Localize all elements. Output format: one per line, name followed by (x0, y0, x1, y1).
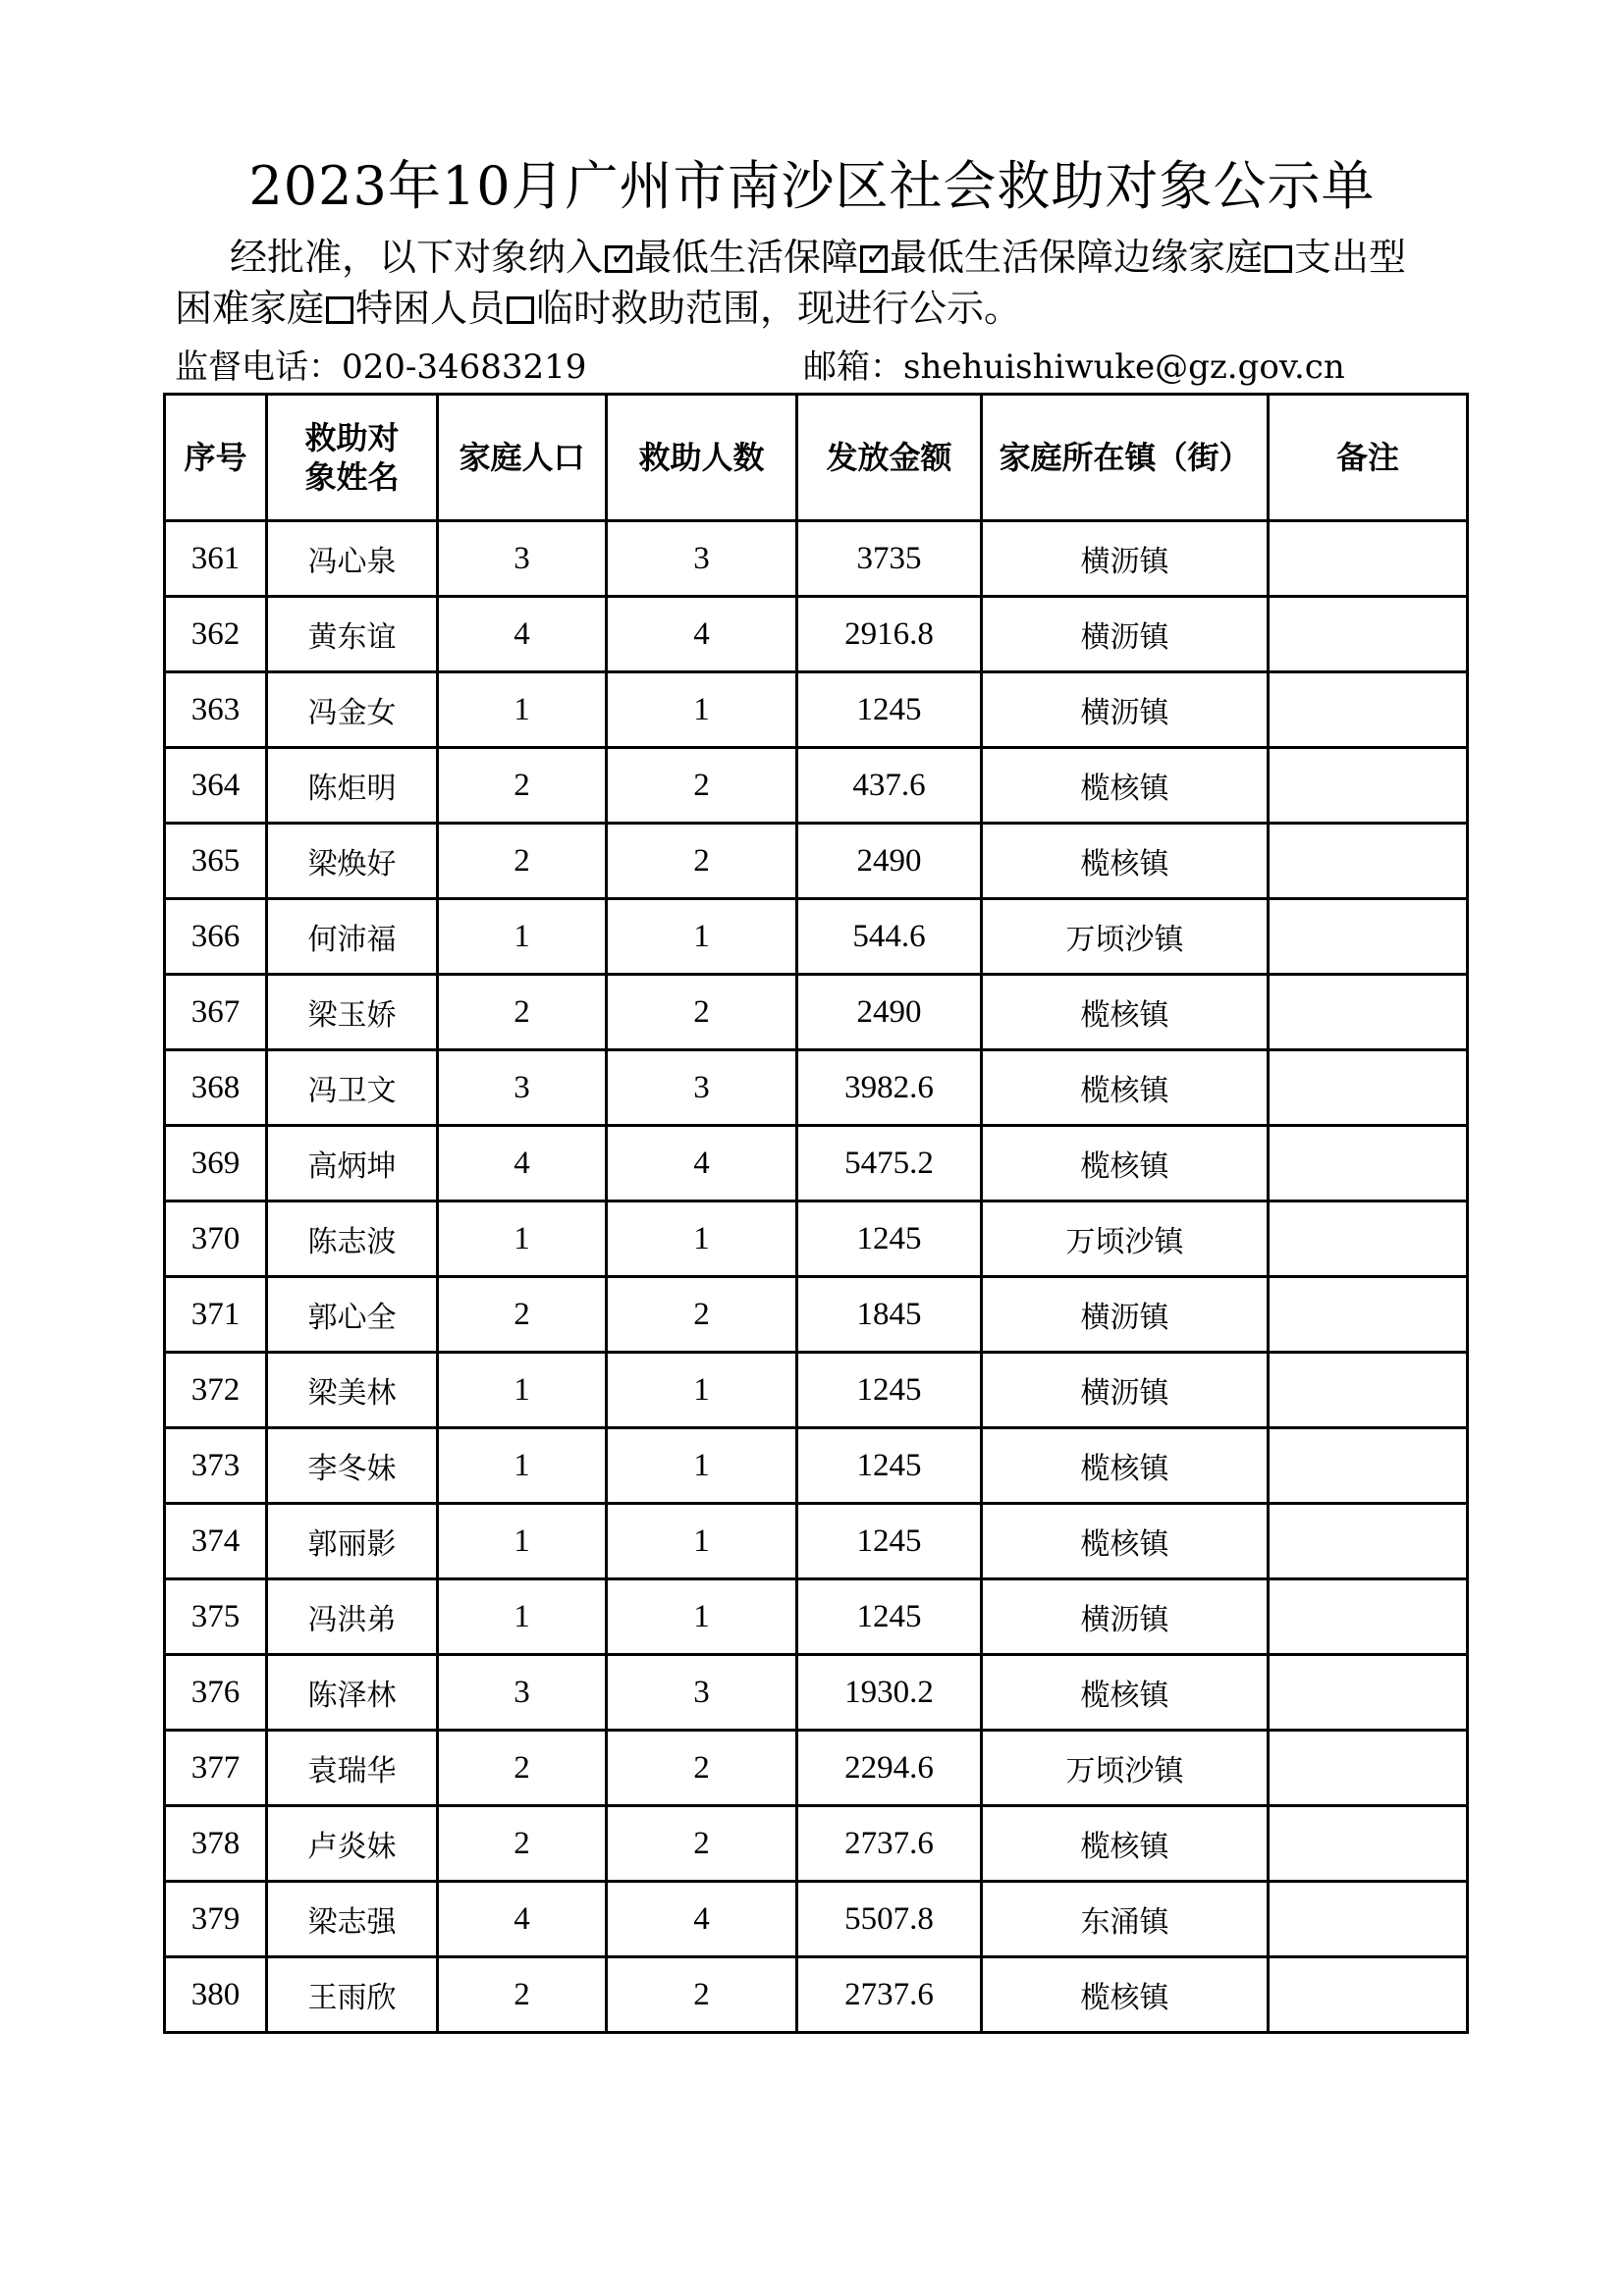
cell-name: 冯洪弟 (267, 1579, 438, 1655)
recipients-table (163, 393, 1469, 2034)
cell-remarks (1269, 597, 1468, 672)
cell-serial: 370 (165, 1201, 267, 1277)
table-row (165, 1050, 1468, 1126)
table-row (165, 899, 1468, 975)
cell-household-size: 1 (438, 672, 607, 748)
checked-box-icon (605, 245, 632, 273)
cell-serial: 365 (165, 824, 267, 899)
cell-amount: 2490 (797, 975, 982, 1050)
cell-town: 榄核镇 (982, 1428, 1269, 1504)
cell-remarks (1269, 1504, 1468, 1579)
cell-amount: 1245 (797, 1201, 982, 1277)
empty-box-icon (507, 296, 534, 324)
cell-town: 榄核镇 (982, 748, 1269, 824)
header-town: 家庭所在镇（街） (982, 395, 1269, 521)
cell-aided-count: 3 (607, 521, 797, 597)
cell-aided-count: 4 (607, 1882, 797, 1957)
cell-remarks (1269, 1731, 1468, 1806)
cell-amount: 1245 (797, 1579, 982, 1655)
cell-serial: 372 (165, 1353, 267, 1428)
cell-household-size: 2 (438, 824, 607, 899)
cell-name: 陈炬明 (267, 748, 438, 824)
option-expenditure-label-cont: 困难家庭 (175, 287, 325, 330)
table-row (165, 1731, 1468, 1806)
cell-town: 东涌镇 (982, 1882, 1269, 1957)
cell-town: 横沥镇 (982, 521, 1269, 597)
cell-aided-count: 1 (607, 1201, 797, 1277)
cell-name: 高炳坤 (267, 1126, 438, 1201)
cell-aided-count: 2 (607, 824, 797, 899)
checked-box-icon (860, 245, 888, 273)
cell-name: 李冬妹 (267, 1428, 438, 1504)
cell-household-size: 1 (438, 1428, 607, 1504)
header-amount: 发放金额 (797, 395, 982, 521)
table-body (165, 521, 1468, 2033)
cell-serial: 367 (165, 975, 267, 1050)
cell-name: 黄东谊 (267, 597, 438, 672)
table-row (165, 748, 1468, 824)
table-row (165, 1126, 1468, 1201)
cell-amount: 3982.6 (797, 1050, 982, 1126)
cell-household-size: 4 (438, 597, 607, 672)
cell-remarks (1269, 975, 1468, 1050)
cell-remarks (1269, 1201, 1468, 1277)
cell-household-size: 2 (438, 1277, 607, 1353)
cell-town: 榄核镇 (982, 1126, 1269, 1201)
table-row (165, 975, 1468, 1050)
option-subsistence-label: 最低生活保障 (634, 236, 859, 279)
cell-aided-count: 2 (607, 1731, 797, 1806)
cell-amount: 1245 (797, 1504, 982, 1579)
cell-household-size: 1 (438, 1353, 607, 1428)
cell-aided-count: 2 (607, 1277, 797, 1353)
cell-aided-count: 3 (607, 1050, 797, 1126)
cell-serial: 362 (165, 597, 267, 672)
table-header-row (165, 395, 1468, 521)
header-name-text: 救助对象姓名 (304, 419, 400, 496)
option-expenditure-label: 支出型 (1294, 236, 1407, 279)
email-address: shehuishiwuke@gz.gov.cn (903, 347, 1345, 387)
cell-town: 榄核镇 (982, 1504, 1269, 1579)
cell-remarks (1269, 1655, 1468, 1731)
cell-amount: 1245 (797, 672, 982, 748)
cell-remarks (1269, 824, 1468, 899)
cell-serial: 374 (165, 1504, 267, 1579)
cell-remarks (1269, 672, 1468, 748)
cell-amount: 544.6 (797, 899, 982, 975)
cell-serial: 363 (165, 672, 267, 748)
cell-household-size: 3 (438, 1050, 607, 1126)
cell-aided-count: 1 (607, 1504, 797, 1579)
option-temporary-label: 临时救助范围，现进行公示。 (536, 287, 1022, 330)
cell-serial: 368 (165, 1050, 267, 1126)
cell-household-size: 1 (438, 1504, 607, 1579)
cell-amount: 1845 (797, 1277, 982, 1353)
cell-name: 何沛福 (267, 899, 438, 975)
option-extreme-poverty-label: 特困人员 (355, 287, 506, 330)
cell-remarks (1269, 1579, 1468, 1655)
table-row (165, 1806, 1468, 1882)
cell-household-size: 1 (438, 1201, 607, 1277)
table-row (165, 1957, 1468, 2033)
phone-number: 020-34683219 (342, 347, 587, 387)
cell-amount: 3735 (797, 521, 982, 597)
intro-line-1 (175, 232, 1471, 283)
cell-town: 榄核镇 (982, 1957, 1269, 2033)
cell-serial: 373 (165, 1428, 267, 1504)
table-row (165, 1201, 1468, 1277)
table-row (165, 1579, 1468, 1655)
cell-amount: 1245 (797, 1428, 982, 1504)
table-row (165, 521, 1468, 597)
cell-town: 榄核镇 (982, 1806, 1269, 1882)
cell-remarks (1269, 1806, 1468, 1882)
phone-label: 监督电话： (175, 347, 342, 387)
cell-serial: 375 (165, 1579, 267, 1655)
empty-box-icon (326, 296, 353, 324)
cell-name: 梁焕好 (267, 824, 438, 899)
cell-name: 卢炎妹 (267, 1806, 438, 1882)
cell-remarks (1269, 1126, 1468, 1201)
table-row (165, 1655, 1468, 1731)
cell-town: 横沥镇 (982, 597, 1269, 672)
table-row (165, 1882, 1468, 1957)
cell-serial: 378 (165, 1806, 267, 1882)
cell-aided-count: 1 (607, 1428, 797, 1504)
table-row (165, 1504, 1468, 1579)
cell-town: 万顷沙镇 (982, 899, 1269, 975)
cell-amount: 2916.8 (797, 597, 982, 672)
cell-amount: 2294.6 (797, 1731, 982, 1806)
cell-serial: 377 (165, 1731, 267, 1806)
email-label: 邮箱： (803, 347, 903, 387)
cell-name: 冯金女 (267, 672, 438, 748)
cell-household-size: 1 (438, 1579, 607, 1655)
cell-amount: 5475.2 (797, 1126, 982, 1201)
cell-aided-count: 4 (607, 597, 797, 672)
cell-amount: 1245 (797, 1353, 982, 1428)
cell-amount: 437.6 (797, 748, 982, 824)
cell-household-size: 2 (438, 975, 607, 1050)
cell-aided-count: 2 (607, 975, 797, 1050)
cell-name: 冯心泉 (267, 521, 438, 597)
cell-town: 榄核镇 (982, 1050, 1269, 1126)
cell-town: 榄核镇 (982, 824, 1269, 899)
cell-aided-count: 2 (607, 1957, 797, 2033)
cell-household-size: 3 (438, 1655, 607, 1731)
cell-name: 梁志强 (267, 1882, 438, 1957)
cell-serial: 366 (165, 899, 267, 975)
cell-household-size: 4 (438, 1126, 607, 1201)
cell-household-size: 4 (438, 1882, 607, 1957)
cell-name: 郭心全 (267, 1277, 438, 1353)
cell-remarks (1269, 1957, 1468, 2033)
header-household-size: 家庭人口 (438, 395, 607, 521)
cell-name: 梁玉娇 (267, 975, 438, 1050)
cell-town: 万顷沙镇 (982, 1201, 1269, 1277)
intro-paragraph (175, 232, 1471, 334)
cell-name: 陈志波 (267, 1201, 438, 1277)
cell-aided-count: 1 (607, 1353, 797, 1428)
cell-serial: 364 (165, 748, 267, 824)
cell-remarks (1269, 748, 1468, 824)
cell-household-size: 2 (438, 1806, 607, 1882)
cell-aided-count: 4 (607, 1126, 797, 1201)
cell-remarks (1269, 1277, 1468, 1353)
cell-aided-count: 2 (607, 1806, 797, 1882)
intro-lead-text: 经批准，以下对象纳入 (230, 236, 604, 279)
email-block (803, 344, 1345, 391)
cell-household-size: 2 (438, 748, 607, 824)
cell-amount: 2737.6 (797, 1957, 982, 2033)
cell-amount: 5507.8 (797, 1882, 982, 1957)
cell-serial: 371 (165, 1277, 267, 1353)
cell-household-size: 2 (438, 1731, 607, 1806)
cell-serial: 369 (165, 1126, 267, 1201)
table-row (165, 672, 1468, 748)
header-remarks: 备注 (1269, 395, 1468, 521)
cell-serial: 380 (165, 1957, 267, 2033)
cell-amount: 2490 (797, 824, 982, 899)
cell-remarks (1269, 1050, 1468, 1126)
cell-name: 冯卫文 (267, 1050, 438, 1126)
cell-amount: 2737.6 (797, 1806, 982, 1882)
cell-aided-count: 2 (607, 748, 797, 824)
cell-town: 榄核镇 (982, 975, 1269, 1050)
intro-line-2 (175, 283, 1471, 334)
cell-serial: 379 (165, 1882, 267, 1957)
cell-serial: 361 (165, 521, 267, 597)
table-row (165, 1428, 1468, 1504)
cell-name: 王雨欣 (267, 1957, 438, 2033)
cell-name: 梁美林 (267, 1353, 438, 1428)
cell-name: 郭丽影 (267, 1504, 438, 1579)
table-row (165, 824, 1468, 899)
header-aided-count: 救助人数 (607, 395, 797, 521)
cell-town: 榄核镇 (982, 1655, 1269, 1731)
header-serial: 序号 (165, 395, 267, 521)
cell-serial: 376 (165, 1655, 267, 1731)
cell-town: 横沥镇 (982, 1353, 1269, 1428)
cell-household-size: 2 (438, 1957, 607, 2033)
contact-line (175, 344, 1471, 391)
cell-town: 横沥镇 (982, 1277, 1269, 1353)
cell-remarks (1269, 1428, 1468, 1504)
cell-aided-count: 1 (607, 1579, 797, 1655)
cell-town: 万顷沙镇 (982, 1731, 1269, 1806)
cell-aided-count: 1 (607, 899, 797, 975)
header-name (267, 395, 438, 521)
cell-aided-count: 3 (607, 1655, 797, 1731)
cell-remarks (1269, 1882, 1468, 1957)
cell-town: 横沥镇 (982, 672, 1269, 748)
option-marginal-label: 最低生活保障边缘家庭 (890, 236, 1264, 279)
cell-remarks (1269, 1353, 1468, 1428)
page-title: 2023年10月广州市南沙区社会救助对象公示单 (248, 155, 1376, 217)
cell-town: 横沥镇 (982, 1579, 1269, 1655)
table-row (165, 1353, 1468, 1428)
cell-household-size: 3 (438, 521, 607, 597)
cell-name: 陈泽林 (267, 1655, 438, 1731)
cell-amount: 1930.2 (797, 1655, 982, 1731)
cell-household-size: 1 (438, 899, 607, 975)
cell-remarks (1269, 521, 1468, 597)
table-row (165, 1277, 1468, 1353)
table-row (165, 597, 1468, 672)
cell-name: 袁瑞华 (267, 1731, 438, 1806)
cell-aided-count: 1 (607, 672, 797, 748)
cell-remarks (1269, 899, 1468, 975)
empty-box-icon (1265, 245, 1292, 273)
